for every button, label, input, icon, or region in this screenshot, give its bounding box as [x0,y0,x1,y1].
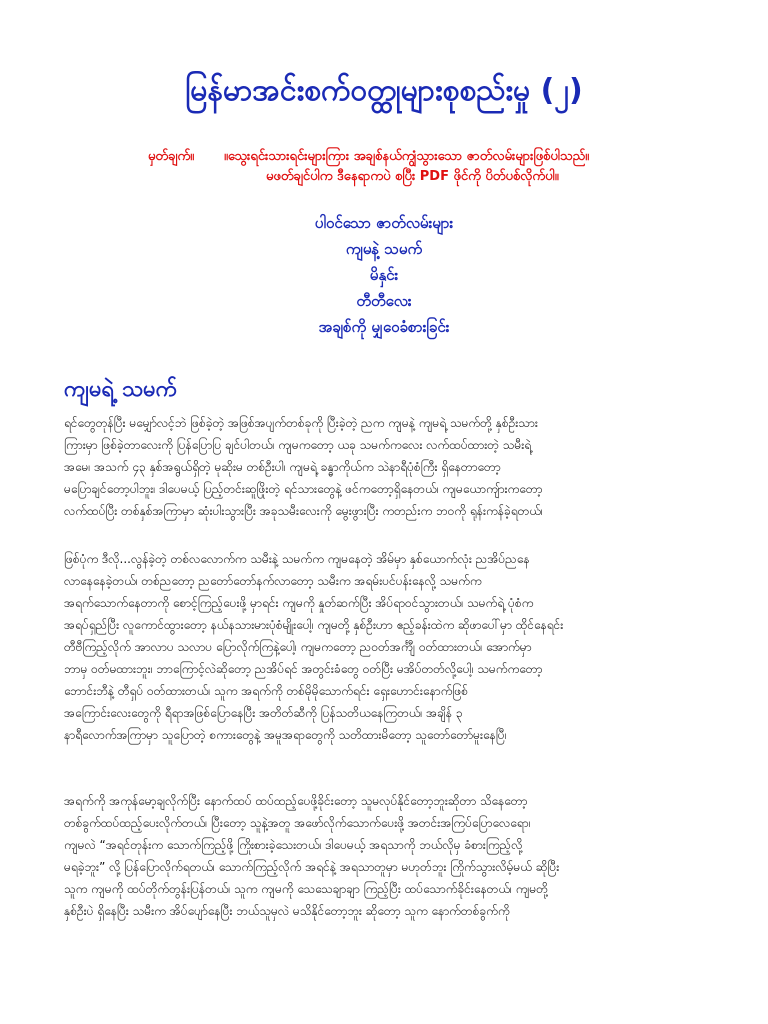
toc-item: မိနှင်း [369,266,399,284]
toc-item: တီတီလေး [356,292,412,310]
toc-heading: ပါဝင်သော ဇာတ်လမ်းများ [314,214,454,232]
section-heading: ကျမရဲ့ သမက် [64,377,178,402]
body-paragraph: ရင်တွေတုန်ပြီး မမျှော်လင့်ဘဲ ဖြစ်ခဲ့တဲ့ အဖြစ်အပျက်တစ်ခုကို ပြီးခဲ့တဲ့ ညက ကျမနဲ့ ကျမရဲ့ သမက်တို့ နှစ်ဦးသား ကြားမှာ ဖြစ်ခဲ့တာလေးကို ပြန်ပြောပြ ချင်ပါတယ်၊ ကျမကတော့ ယခု သမက်ကလေး လက်ထပ်ထားတဲ့ သမီးရဲ့ အမေ၊ အသက် ၄၃ နှစ်အရွယ်ရှိတဲ့ မုဆိုးမ တစ်ဦးပါ၊ ကျမရဲ့ ခန္ဓာကိုယ်က သဲနာရီပုံစံကြီး ရှိနေတာတော့ မပြောချင်တော့ပါဘူး၊ ဒါပေမယ့် ပြည့်တင်းဆူဖြိုးတဲ့ ရင်သားတွေနဲ့ ဖင်ကတော့ရှိနေတယ်၊ ကျမယောကျ်ားကတော့ လက်ထပ်ပြီး တစ်နှစ်အကြာမှာ ဆုံးပါးသွားပြီး အခုသမီးလေးကို မွေးဖွားပြီး ကတည်းက ဘဝကို ရုန်းကန်ခဲ့ရတယ်၊ [64,416,543,518]
body-paragraph: ဖြစ်ပုံက ဒီလို...လွန်ခဲ့တဲ့ တစ်လလောက်က သမီးနဲ့ သမက်က ကျမနေတဲ့ အိမ်မှာ နှစ်ယောက်လုံး ညအိပ်ညနေ လာနေနေခဲ့တယ်၊ တစ်ညတော့ ညတော်တော်နက်လာတော့ သမီးက အရမ်းပင်ပန်းနေလို့ သမက်က အရက်သောက်နေတာကို စောင့်ကြည့်ပေးဖို့ မှာရင်း ကျမကို နှုတ်ဆက်ပြီး အိပ်ရာဝင်သွားတယ်၊ သမက်ရဲ့ ပုံစံက အရပ်ရှည်ပြီး လူကောင်ထွားတော့ နယ်နသားမားပုံစံမျိုးပေါ့၊ ကျမတို့ နှစ်ဦးဟာ ဧည့်ခန်းထဲက ဆိုဖာပေါ်မှာ ထိုင်နေရင်း တီဗီကြည့်လိုက် အာလာပ သလာပ ပြောလိုက်ကြနဲ့ပေါ့၊ ကျမကတော့ ညဝတ်အင်္ကျီ ဝတ်ထားတယ်၊ အောက်မှာ ဘာမှ ဝတ်မထားဘူး၊ ဘာကြောင့်လဲဆိုတော့ ညအိပ်ရင် အတွင်းခံတွေ ဝတ်ပြီး မအိပ်တတ်လို့ပေါ့၊ သမက်ကတော့ ဘောင်းဘီနဲ့ တီရှပ် ဝတ်ထားတယ်၊ သူက အရက်ကို တစ်မိုမိုသောက်ရင်း ရှေးဟောင်းနောက်ဖြစ် အကြောင်းလေးတွေကို ရီရာအဖြစ်ပြောနေပြီး အတိတ်ဆီကို ပြန်သတိယနေကြတယ်၊ အချိန် ၃ နာရီလောက်အကြာမှာ သူပြောတဲ့ စကားတွေနဲ့ အမူအရာတွေကို သတိထားမိတော့ သူတော်တော်မူးနေပြီ၊ [64,552,564,742]
toc-item: အချစ်ကို မျှဝေခံစားခြင်း [318,318,450,336]
warning-note-line-1 [148,148,708,167]
toc-item: ကျမနဲ့ သမက် [345,240,423,258]
warning-note-line-2: မဖတ်ချင်ပါက ဒီနေရာကပဲ စပြီး PDF ဖိုင်ကို ပိတ်ပစ်လိုက်ပါ။ [266,169,559,184]
warning-note-text-1: ။သွေးရင်းသားရင်းများကြား အချစ်နယ်ကျွံသွားသော ဇာတ်လမ်းများဖြစ်ပါသည်။ [224,149,590,164]
body-paragraph: အရက်ကို အကုန်မော့ချလိုက်ပြီး နောက်ထပ် ထပ်ထည့်ပေဖို့ခိုင်းတော့ သူမလုပ်နိုင်တော့ဘူးဆိုတာ သိနေတော့ တစ်ခွက်ထပ်ထည့်ပေးလိုက်တယ်၊ ပြီးတော့ သူနဲ့အတူ အဖော်လိုက်သောက်ပေးဖို့ အတင်းအကြပ်ပြောလေရော၊ ကျမလဲ “အရင်တုန်းက သောက်ကြည့်ဖို့ ကြိုးစားခဲ့သေးတယ်၊ ဒါပေမယ့် အရသာကို ဘယ်လိုမှ ခံစားကြည့်လို့ မရခဲ့ဘူး” လို့ ပြန်ပြောလိုက်ရတယ်၊ သောက်ကြည့်လိုက် အရင်နဲ့ အရသာတူမှာ မဟုတ်ဘူး ကြိုက်သွားလိမ့်မယ် ဆိုပြီး သူက ကျမကို ထပ်တိုက်တွန်းပြန်တယ်၊ သူက ကျမကို သေသေချာချာ ကြည့်ပြီး ထပ်သောက်ခိုင်းနေတယ်၊ ကျမတို့ နှစ်ဦးပဲ ရှိနေပြီး သမီးက အိပ်ပျော်နေပြီး ဘယ်သူမှလဲ မသိနိုင်တော့ဘူး ဆိုတော့ သူက နောက်တစ်ခွက်ကို [64,794,560,918]
warning-note-label: မှတ်ချက်။ [148,149,195,164]
document-title: မြန်မာအင်းစက်ဝတ္ထုများစုစည်းမှု (၂) [185,73,583,108]
